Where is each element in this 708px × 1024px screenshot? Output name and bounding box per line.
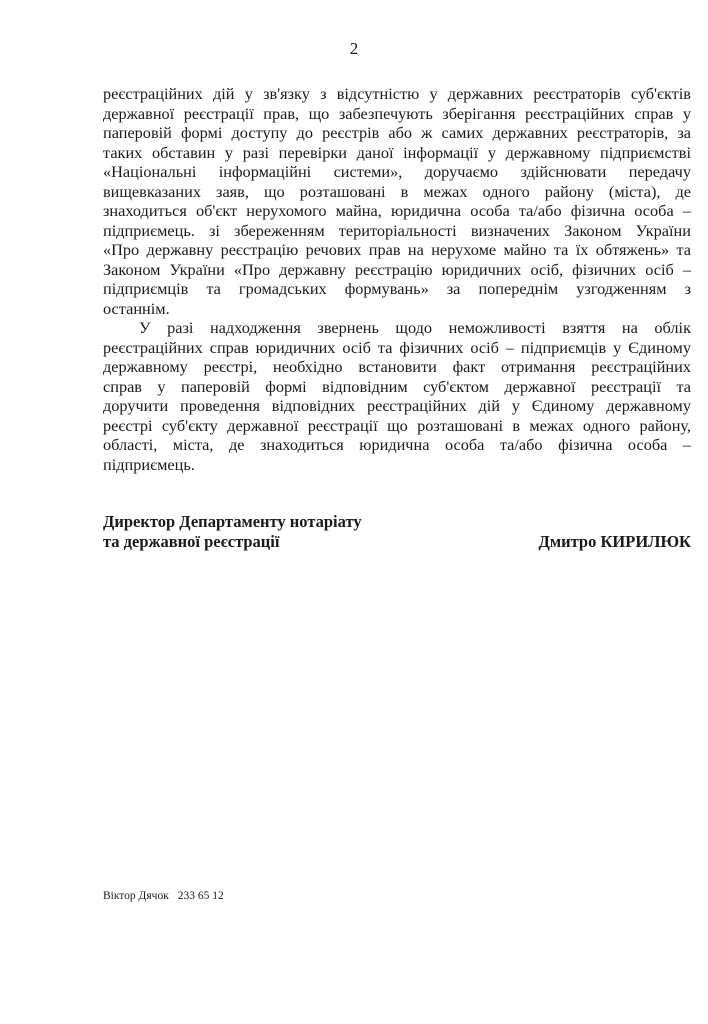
text-line: реєстраційних дій у зв'язку з відсутністю у державних реєстраторів суб'єктів [103,84,691,103]
signatory-title-line-1: Директор Департаменту нотаріату [103,512,362,531]
executor-phone: 233 65 12 [177,890,224,902]
page-number: 2 [349,39,359,58]
text-line: останнім. [103,298,170,318]
signatory-name: Дмитро КИРИЛЮК [538,531,691,551]
paragraph-2 [103,318,691,474]
executor-name: Віктор Дячок [103,890,169,902]
text-line: підприємець. [103,454,195,474]
text-line: підприємець. зі збереженням територіальності визначених Законом України [103,220,691,240]
text-line: державному реєстрі, необхідно встановити факт отримання реєстраційних [103,357,691,376]
text-line: Законом України «Про державну реєстрацію юридичних осіб, фізичних осіб – [103,259,691,279]
text-line: реєстрі суб'єкту державної реєстрації що розташовані в межах одного району, [103,415,691,435]
text-line: справ у паперовій формі відповідним суб'єктом державної реєстрації та [103,376,691,396]
text-line: вищевказаних заяв, що розташовані в межах одного району (міста), де [103,181,691,201]
text-line: паперовій формі доступу до реєстрів або ж самих державних реєстраторів, за [103,123,691,142]
signature-block [103,512,691,551]
signatory-title-line-2: та державної реєстрації [103,531,280,551]
text-line: державної реєстрації прав, що забезпечують зберігання реєстраційних справ у [103,103,691,123]
text-line: «Про державну реєстрацію речових прав на нерухоме майно та їх обтяжень» та [103,240,691,259]
text-line: підприємців та громадських формувань» за попереднім узгодженням з [103,279,691,298]
text-line: доручити проведення відповідних реєстраційних дій у Єдиному державному [103,396,691,415]
executor-footer [103,889,224,903]
text-line: «Національні інформаційні системи», доручаємо здійснювати передачу [103,162,691,181]
text-line: області, міста, де знаходиться юридична особа та/або фізична особа – [103,435,691,454]
text-line: реєстраційних справ юридичних осіб та фізичних осіб – підприємців у Єдиному [103,337,691,357]
paragraph-1 [103,84,691,318]
letter-body [103,84,691,474]
text-line: знаходиться об'єкт нерухомого майна, юридична особа та/або фізична особа – [103,201,691,220]
text-line: таких обставин у разі перевірки даної інформації у державному підприємстві [103,142,691,162]
text-line: У разі надходження звернень щодо неможливості взяття на облік [139,318,691,337]
